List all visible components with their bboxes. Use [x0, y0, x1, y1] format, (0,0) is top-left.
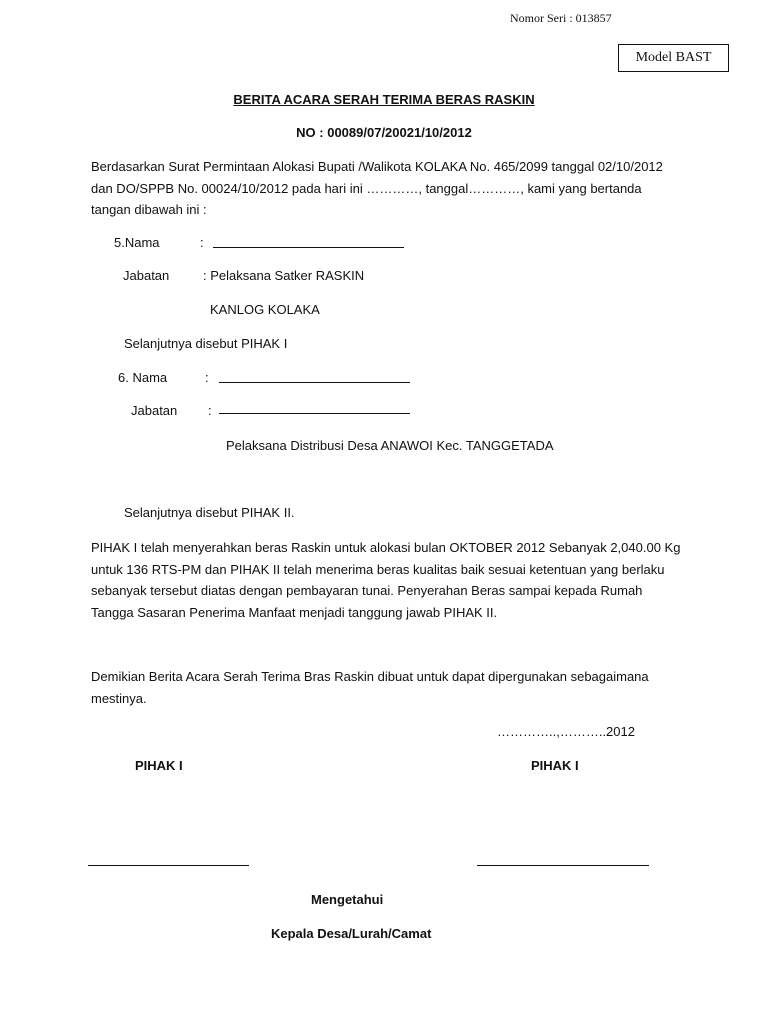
handover-paragraph: PIHAK I telah menyerahkan beras Raskin untuk alokasi bulan OKTOBER 2012 Sebanyak 2,040.00 Kg untuk 136 RTS-PM dan PIHAK II telah menerima beras kualitas baik sesuai ketentuan yang berlaku sebanyak tersebut diatas dengan pembayaran tunai. Penyerahan Beras sampai kepada Rumah Tangga Sasaran Penerima Manfaat menjadi tanggung jawab PIHAK II.	[91, 540, 681, 620]
date-line: …………..,………..2012	[497, 724, 635, 739]
party2-alias: Selanjutnya disebut PIHAK II.	[124, 505, 295, 520]
party2-jabatan-colon: :	[208, 403, 212, 418]
party2-name-colon: :	[205, 370, 209, 385]
party2-jabatan-blank	[219, 413, 410, 414]
signature-left-line	[88, 865, 249, 866]
party1-alias: Selanjutnya disebut PIHAK I	[124, 336, 288, 351]
serial-number: Nomor Seri : 013857	[510, 11, 612, 25]
closing-paragraph: Demikian Berita Acara Serah Terima Bras Raskin dibuat untuk dapat dipergunakan sebagaimana mestinya.	[91, 669, 649, 706]
party2-name-label: 6. Nama	[118, 370, 168, 385]
acknowledgement-heading: Mengetahui	[311, 892, 384, 907]
party1-name-label: 5.Nama	[114, 235, 160, 250]
model-label: Model BAST	[635, 50, 712, 65]
party2-name-blank	[219, 382, 410, 383]
party1-jabatan-value: : Pelaksana Satker RASKIN	[203, 268, 365, 283]
party1-jabatan-label: Jabatan	[123, 268, 170, 283]
acknowledgement-role: Kepala Desa/Lurah/Camat	[271, 926, 432, 941]
party2-description: Pelaksana Distribusi Desa ANAWOI Kec. TANGGETADA	[226, 438, 554, 453]
party1-unit: KANLOG KOLAKA	[210, 302, 320, 317]
intro-paragraph: Berdasarkan Surat Permintaan Alokasi Bupati /Walikota KOLAKA No. 465/2099 tanggal 02/10/2012 dan DO/SPPB No. 00024/10/2012 pada hari ini …………, tanggal…………, kami yang bertanda tangan dibawah ini :	[91, 159, 663, 217]
document-number: NO : 00089/07/20021/10/2012	[296, 125, 472, 140]
signature-left-label: PIHAK I	[135, 758, 183, 773]
model-badge	[618, 44, 729, 72]
party2-jabatan-label: Jabatan	[131, 403, 178, 418]
document-title: BERITA ACARA SERAH TERIMA BERAS RASKIN	[233, 92, 535, 107]
signature-right-line	[477, 865, 649, 866]
party1-name-colon: :	[200, 235, 204, 250]
party1-name-blank	[213, 247, 404, 248]
signature-right-label: PIHAK I	[531, 758, 579, 773]
